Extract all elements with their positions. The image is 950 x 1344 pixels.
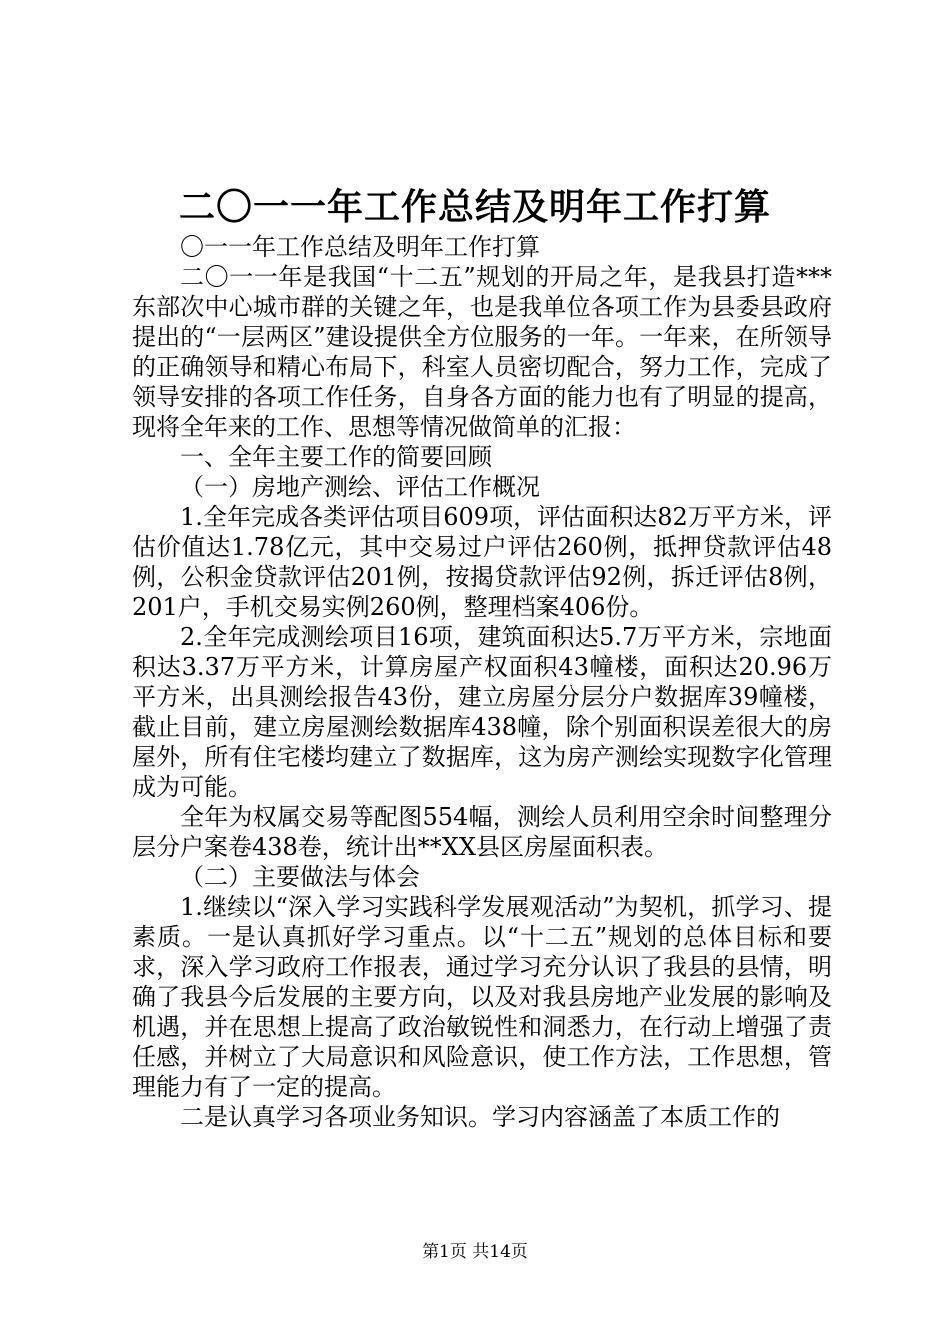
- paragraph-subtitle: 〇一一年工作总结及明年工作打算: [180, 233, 540, 261]
- section-heading-review: 一、全年主要工作的简要回顾: [180, 443, 492, 471]
- subsection-heading-methods: （二）主要做法与体会: [180, 863, 420, 891]
- paragraph-surveying: 2.全年完成测绘项目16项，建筑面积达5.7万平方米，宗地面积达3.37万平方米，计算房屋产权面积43幢楼，面积达20.96万平方米，出具测绘报告43份，建立房屋分层分户数据库39幢楼，截止目前，建立房屋测绘数据库438幢，除个别面积误差很大的房屋外，所有住宅楼均建立了数据库，这为房产测绘实现数字化管理成为可能。: [132, 623, 832, 801]
- paragraph-business-knowledge: 二是认真学习各项业务知识。学习内容涵盖了本质工作的: [180, 1103, 780, 1131]
- page-footer: 第1页 共14页: [422, 1242, 528, 1262]
- paragraph-study: 1.继续以“深入学习实践科学发展观活动”为契机，抓学习、提素质。一是认真抓好学习重点。以“十二五”规划的总体目标和要求，深入学习政府工作报表，通过学习充分认识了我县的县情，明确了我县今后发展的主要方向，以及对我县房地产业发展的影响及机遇，并在思想上提高了政治敏锐性和洞悉力，在行动上增强了责任感，并树立了大局意识和风险意识，使工作方法，工作思想，管理能力有了一定的提高。: [132, 893, 832, 1101]
- document-body: [132, 232, 832, 1132]
- document-title: 二〇一一年工作总结及明年工作打算: [178, 186, 771, 228]
- paragraph-intro: 二〇一一年是我国“十二五”规划的开局之年，是我县打造***东部次中心城市群的关键之年，也是我单位各项工作为县委县政府提出的“一层两区”建设提供全方位服务的一年。一年来，在所领导的正确领导和精心布局下，科室人员密切配合，努力工作，完成了领导安排的各项工作任务，自身各方面的能力也有了明显的提高，现将全年来的工作、思想等情况做简单的汇报：: [132, 263, 832, 441]
- paragraph-assessment: 1.全年完成各类评估项目609项，评估面积达82万平方米，评估价值达1.78亿元，其中交易过户评估260例，抵押贷款评估48例，公积金贷款评估201例，按揭贷款评估92例，拆迁评估8例，201户，手机交易实例260例，整理档案406份。: [132, 503, 832, 621]
- paragraph-mapping: 全年为权属交易等配图554幅，测绘人员利用空余时间整理分层分户案卷438卷，统计出**XX县区房屋面积表。: [132, 803, 832, 861]
- subsection-heading-survey: （一）房地产测绘、评估工作概况: [180, 473, 540, 501]
